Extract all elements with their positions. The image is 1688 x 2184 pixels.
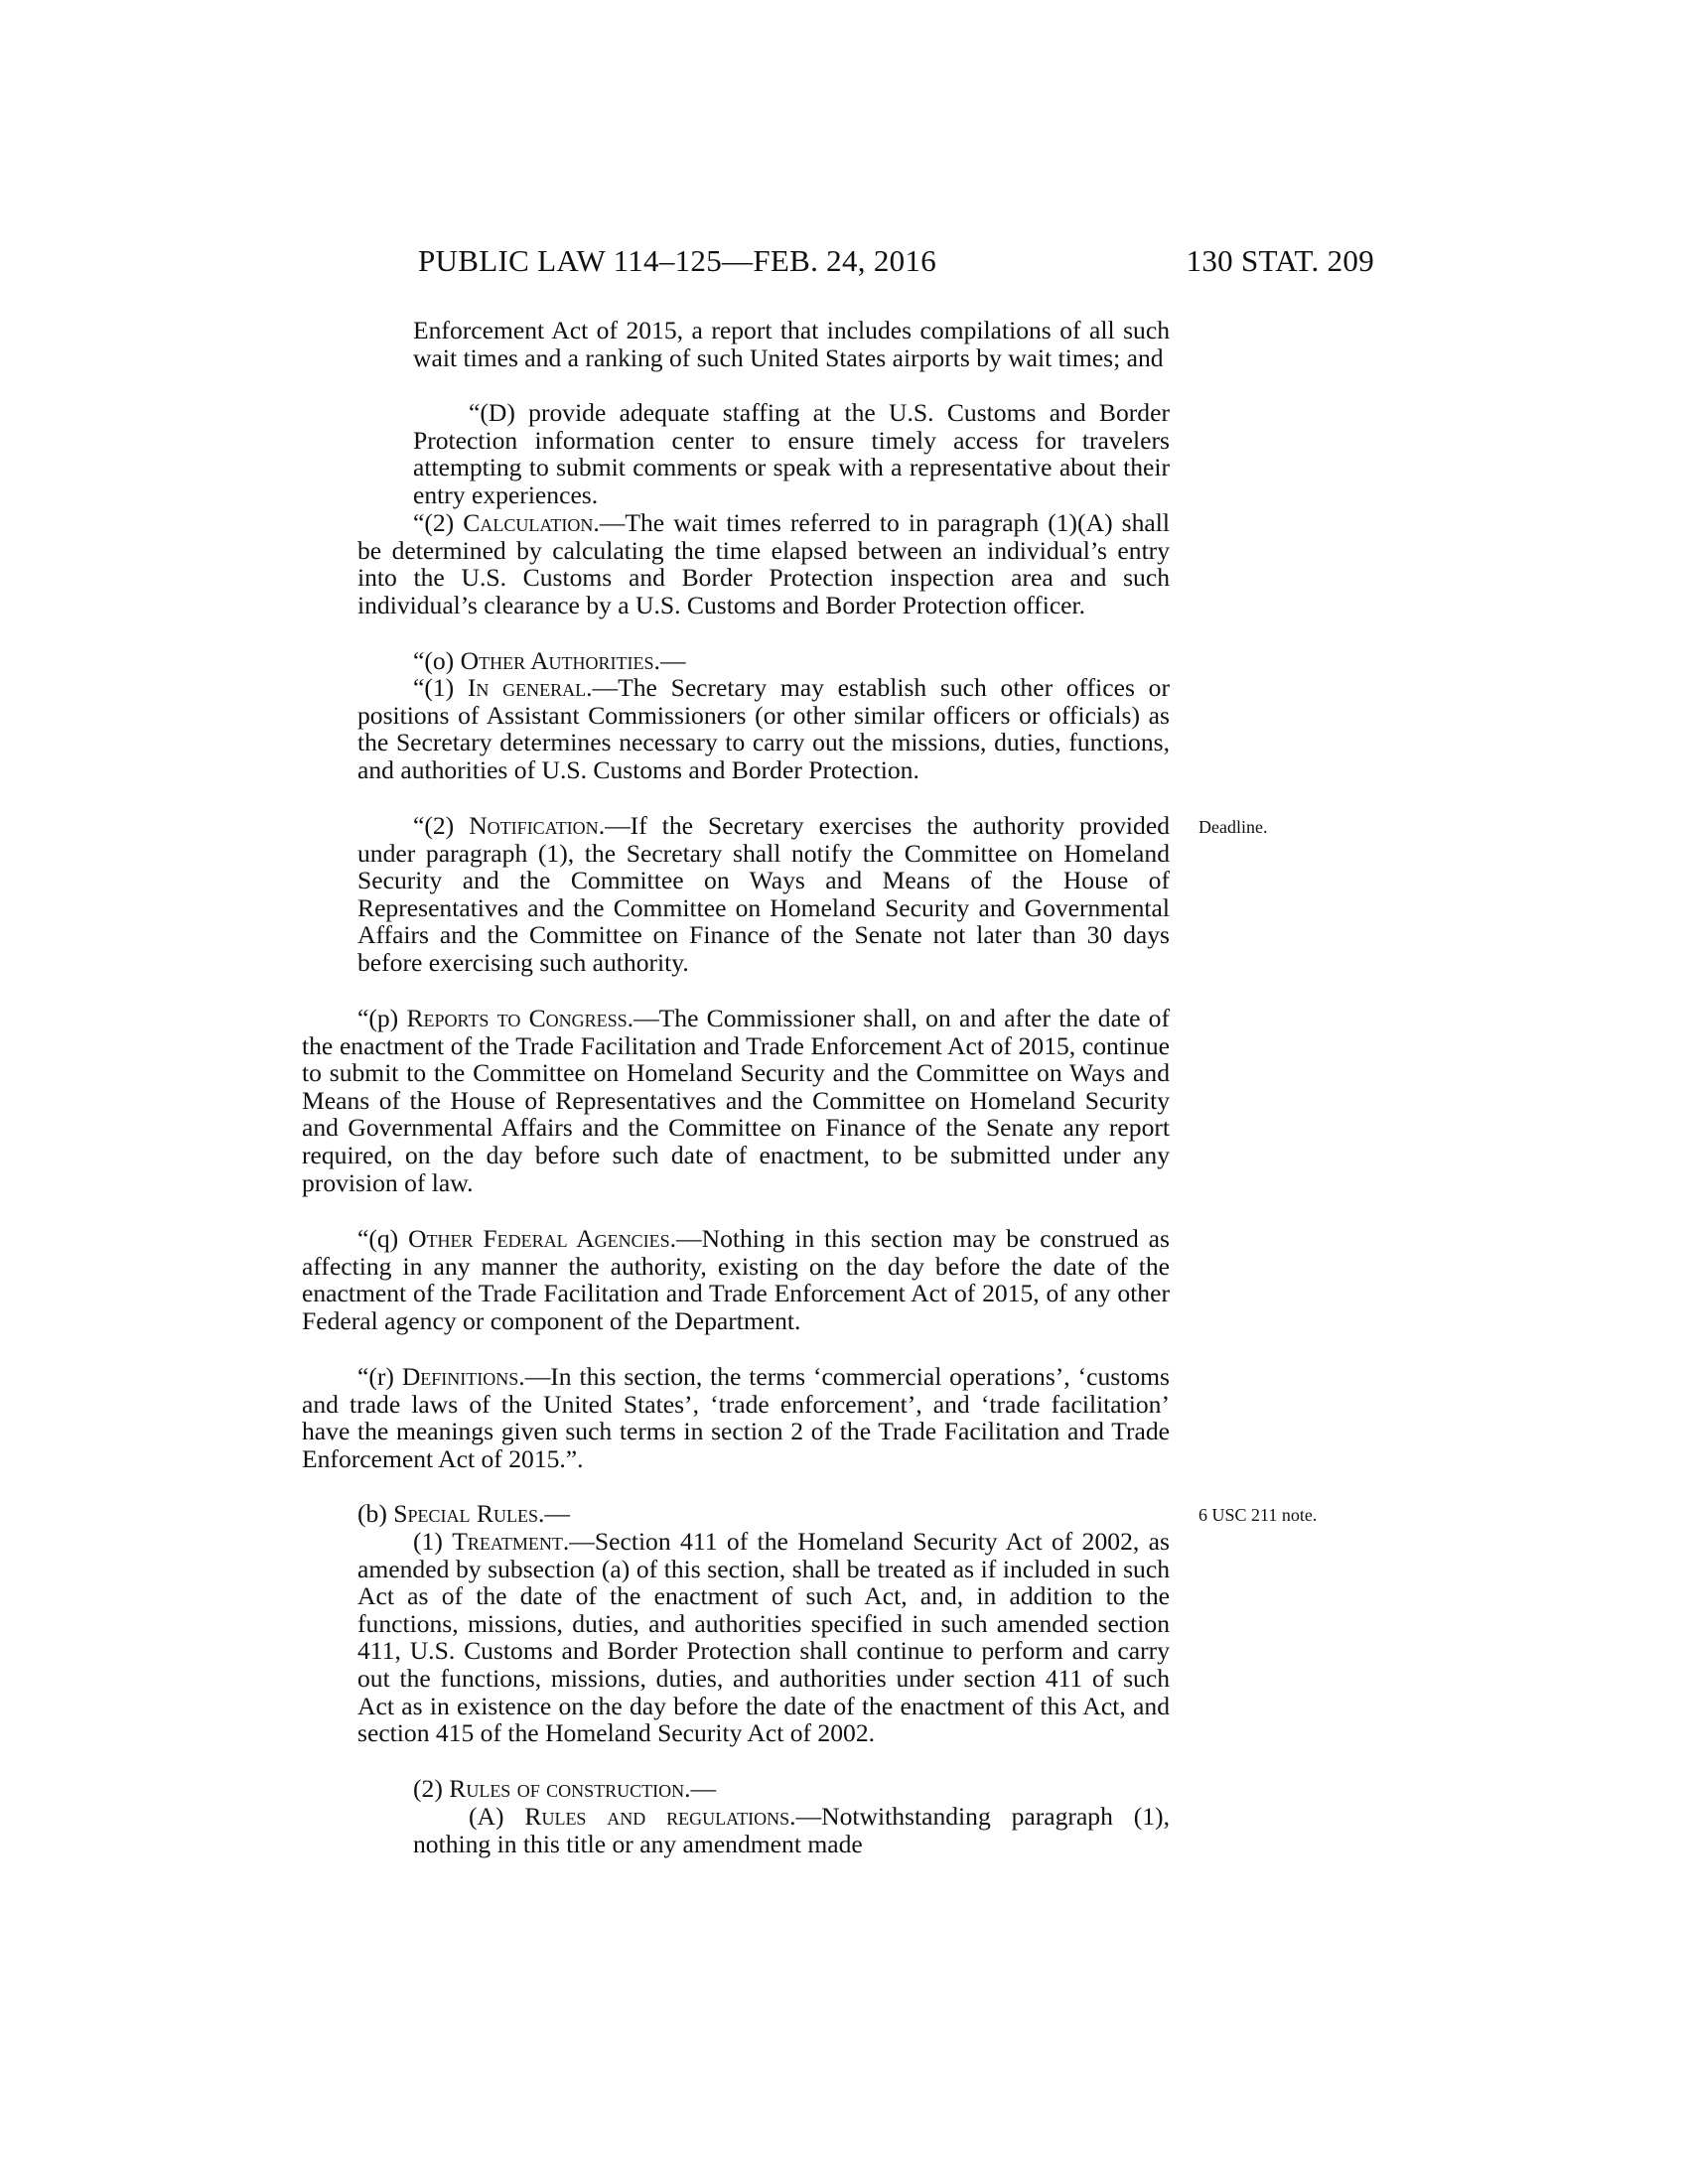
paragraph-number: (A) bbox=[469, 1802, 525, 1831]
paragraph-number: “(r) bbox=[357, 1362, 402, 1391]
paragraph-text: “(D) provide adequate staffing at the U.S. Customs and Border Protection information center to ensure timely access for travelers attempting to submit comments or speak with a representative about their entry experiences. bbox=[413, 398, 1170, 509]
paragraph bbox=[302, 1363, 1170, 1472]
paragraph bbox=[357, 674, 1170, 783]
paragraph-heading: Other Federal Agencies bbox=[408, 1224, 670, 1253]
paragraph-heading: Treatment bbox=[452, 1527, 563, 1556]
paragraph bbox=[357, 509, 1170, 618]
paragraph-heading: Special Rules bbox=[393, 1499, 538, 1528]
paragraph-number: “(q) bbox=[357, 1224, 409, 1253]
paragraph-text: .—Nothing in this section may be construed as affecting in any manner the authority, existing on the day before the date of the enactment of the Trade Facilitation and Trade Enforcement Act of 2015, of any other Federal agency or component of the Department. bbox=[302, 1224, 1170, 1335]
paragraph-heading: Definitions bbox=[401, 1362, 519, 1391]
paragraph-text: .—The Commissioner shall, on and after the date of the enactment of the Trade Facilitation and Trade Enforcement Act of 2015, continue to submit to the Committee on Homeland Security and the Committee on Ways and Means of the House of Representatives and the Committee on Homeland Security and Governmental Affairs and the Committee on Finance of the Senate any report required, on the day before such date of enactment, to be submitted under any provision of law. bbox=[302, 1004, 1170, 1197]
paragraph-text: .— bbox=[653, 646, 686, 675]
paragraph-number: “(2) bbox=[413, 811, 470, 840]
paragraph-text: .—The Secretary may establish such other offices or positions of Assistant Commissioners (or other similar officers or officials) as the Secretary determines necessary to carry out the missions, duties, functions, and authorities of U.S. Customs and Border Protection. bbox=[357, 673, 1170, 784]
stat-page-number: 130 STAT. 209 bbox=[1186, 243, 1374, 278]
paragraph-text: .— bbox=[684, 1774, 717, 1803]
paragraph bbox=[302, 1225, 1170, 1334]
paragraph bbox=[357, 1528, 1170, 1747]
law-title: PUBLIC LAW 114–125—FEB. 24, 2016 bbox=[418, 243, 937, 278]
paragraph-text: Enforcement Act of 2015, a report that includes compilations of all such wait times and a ranking of such United States airports by wait times; and bbox=[413, 316, 1170, 372]
paragraph-number: (1) bbox=[413, 1527, 453, 1556]
paragraph bbox=[302, 1500, 1170, 1528]
paragraph-text: .—Section 411 of the Homeland Security Act of 2002, as amended by subsection (a) of this section, shall be treated as if included in such Act as of the date of the enactment of such Act, and, in addition to the functions, missions, duties, and authorities specified in such amended section 411, U.S. Customs and Border Protection shall continue to perform and carry out the functions, missions, duties, and authorities under section 411 of such Act as in existence on the day before the date of the enactment of this Act, and section 415 of the Homeland Security Act of 2002. bbox=[357, 1527, 1170, 1748]
paragraph-number: (b) bbox=[357, 1499, 394, 1528]
paragraph-number: “(2) bbox=[413, 508, 464, 537]
paragraph-heading: Other Authorities bbox=[460, 646, 654, 675]
paragraph bbox=[302, 1005, 1170, 1196]
paragraph-text: .—Notwithstanding paragraph (1), nothing in this title or any amendment made bbox=[413, 1802, 1170, 1858]
paragraph-heading: Notification bbox=[469, 811, 599, 840]
paragraph-text: .—If the Secretary exercises the authority provided under paragraph (1), the Secretary shall notify the Committee on Homeland Security and the Committee on Ways and Means of the House of Representatives and the Committee on Homeland Security and Governmental Affairs and the Committee on Finance of the Senate not later than 30 days before exercising such authority. bbox=[357, 811, 1170, 977]
paragraph-number: (2) bbox=[413, 1774, 450, 1803]
paragraph-heading: In general bbox=[467, 673, 587, 702]
paragraph bbox=[357, 812, 1170, 977]
paragraph-text: .—The wait times referred to in paragraph (1)(A) shall be determined by calculating the time elapsed between an individual’s entry into the U.S. Customs and Border Protection inspection area and such individual’s clearance by a U.S. Customs and Border Protection officer. bbox=[357, 508, 1170, 619]
paragraph-number: “(o) bbox=[413, 646, 461, 675]
page-header bbox=[0, 243, 1688, 283]
paragraph-number: “(1) bbox=[413, 673, 468, 702]
paragraph bbox=[357, 647, 1170, 675]
paragraph-heading: Rules and regulations bbox=[524, 1802, 790, 1831]
paragraph-text: .—In this section, the terms ‘commercial operations’, ‘customs and trade laws of the United States’, ‘trade enforcement’, and ‘trade facilitation’ have the meanings given such terms in section 2 of the Trade Facilitation and Trade Enforcement Act of 2015.”. bbox=[302, 1362, 1171, 1473]
margin-note-usc: 6 USC 211 note. bbox=[1198, 1505, 1318, 1525]
paragraph bbox=[413, 317, 1170, 371]
paragraph-text: .— bbox=[537, 1499, 570, 1528]
paragraph-heading: Calculation bbox=[463, 508, 594, 537]
paragraph bbox=[413, 1803, 1170, 1857]
paragraph-heading: Rules of construction bbox=[449, 1774, 685, 1803]
paragraph-heading: Reports to Congress bbox=[406, 1004, 628, 1032]
paragraph bbox=[357, 1775, 1170, 1803]
paragraph-number: “(p) bbox=[357, 1004, 407, 1032]
margin-note-deadline: Deadline. bbox=[1198, 817, 1268, 837]
paragraph bbox=[413, 399, 1170, 508]
